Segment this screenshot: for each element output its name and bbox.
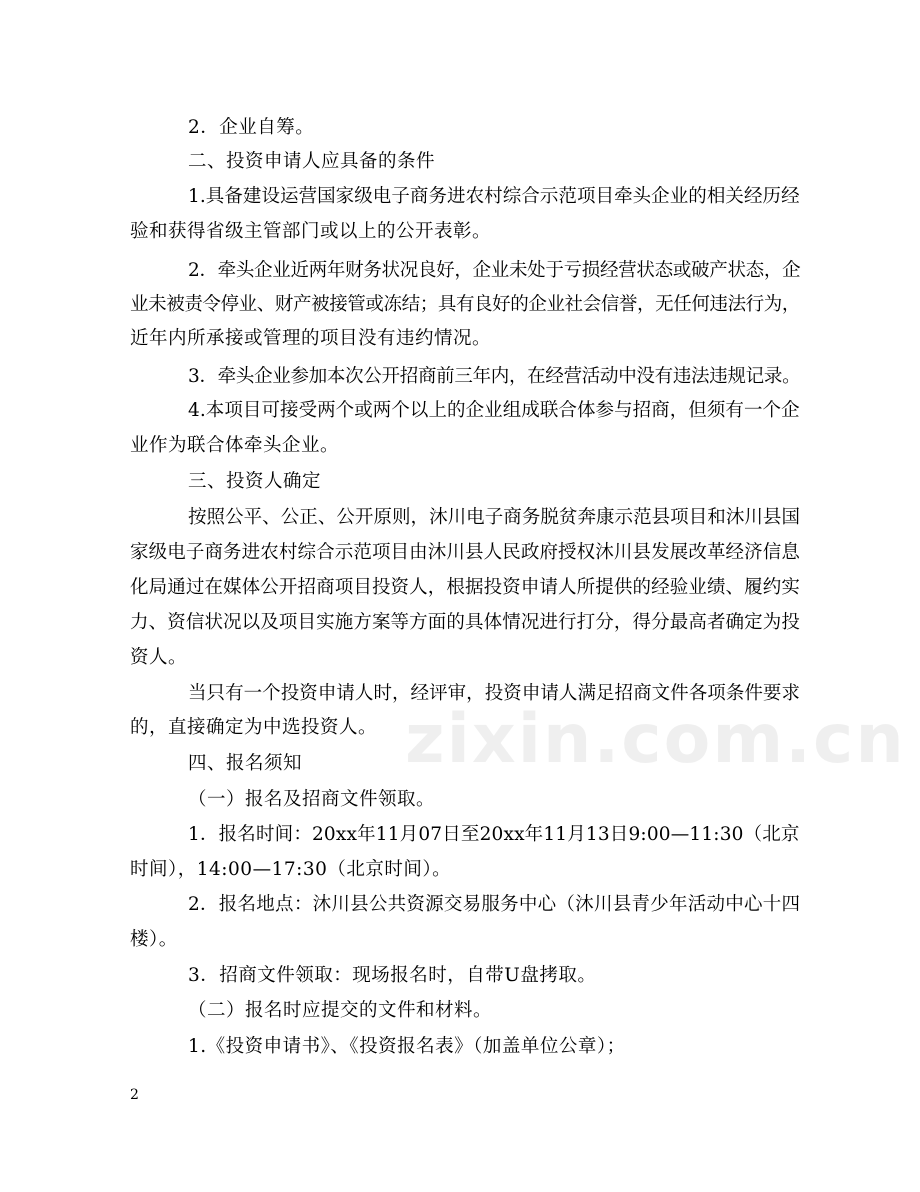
text-line: 按照公平、公正、公开原则，沐川电子商务脱贫奔康示范县项目和沐川县国 — [188, 507, 801, 528]
text-line: 1.《投资申请书》、《投资报名表》（加盖单位公章）； — [188, 1036, 626, 1057]
section-heading: 三、投资人确定 — [188, 471, 322, 492]
section-heading: 四、报名须知 — [188, 753, 303, 774]
text-line: 业未被责令停业、财产被接管或冻结；具有良好的企业社会信誉，无任何违法行为， — [130, 294, 801, 315]
text-line: 3．牵头企业参加本次公开招商前三年内，在经营活动中没有违法违规记录。 — [188, 366, 801, 387]
text-line: 楼）。 — [130, 929, 178, 950]
text-line: 2．牵头企业近两年财务状况良好，企业未处于亏损经营状态或破产状态，企 — [188, 260, 801, 281]
text-line: 业作为联合体牵头企业。 — [130, 435, 340, 456]
text-line: 力、资信状况以及项目实施方案等方面的具体情况进行打分，得分最高者确定为投 — [130, 612, 801, 633]
text-line: 4.本项目可接受两个或两个以上的企业组成联合体参与招商，但须有一个企 — [188, 400, 800, 421]
text-line: 的，直接确定为中选投资人。 — [130, 717, 378, 738]
text-line: 1．报名时间：20xx年11月07日至20xx年11月13日9:00—11:30（北京 — [188, 824, 800, 845]
text-line: 家级电子商务进农村综合示范项目由沐川县人民政府授权沐川县发展改革经济信息 — [130, 542, 801, 563]
text-line: 近年内所承接或管理的项目没有违约情况。 — [130, 328, 492, 349]
section-heading: 二、投资申请人应具备的条件 — [188, 151, 436, 172]
text-line: 当只有一个投资申请人时，经评审，投资申请人满足招商文件各项条件要求 — [188, 683, 801, 704]
text-line: 2．报名地点：沐川县公共资源交易服务中心（沐川县青少年活动中心十四 — [188, 894, 801, 915]
subsection-heading: （二）报名时应提交的文件和材料。 — [188, 1000, 493, 1021]
watermark: zixin.com.cn — [405, 700, 906, 779]
subsection-heading: （一）报名及招商文件领取。 — [188, 789, 436, 810]
text-line: 验和获得省级主管部门或以上的公开表彰。 — [130, 221, 492, 242]
text-line: 时间），14:00—17:30（北京时间）。 — [130, 859, 452, 880]
text-line: 2．企业自筹。 — [188, 117, 315, 138]
text-line: 3．招商文件领取：现场报名时，自带U盘拷取。 — [188, 965, 597, 986]
text-line: 1.具备建设运营国家级电子商务进农村综合示范项目牵头企业的相关经历经 — [188, 186, 800, 207]
page-number: 2 — [130, 1087, 139, 1103]
text-line: 资人。 — [130, 647, 188, 668]
text-line: 化局通过在媒体公开招商项目投资人，根据投资申请人所提供的经验业绩、履约实 — [130, 577, 801, 598]
